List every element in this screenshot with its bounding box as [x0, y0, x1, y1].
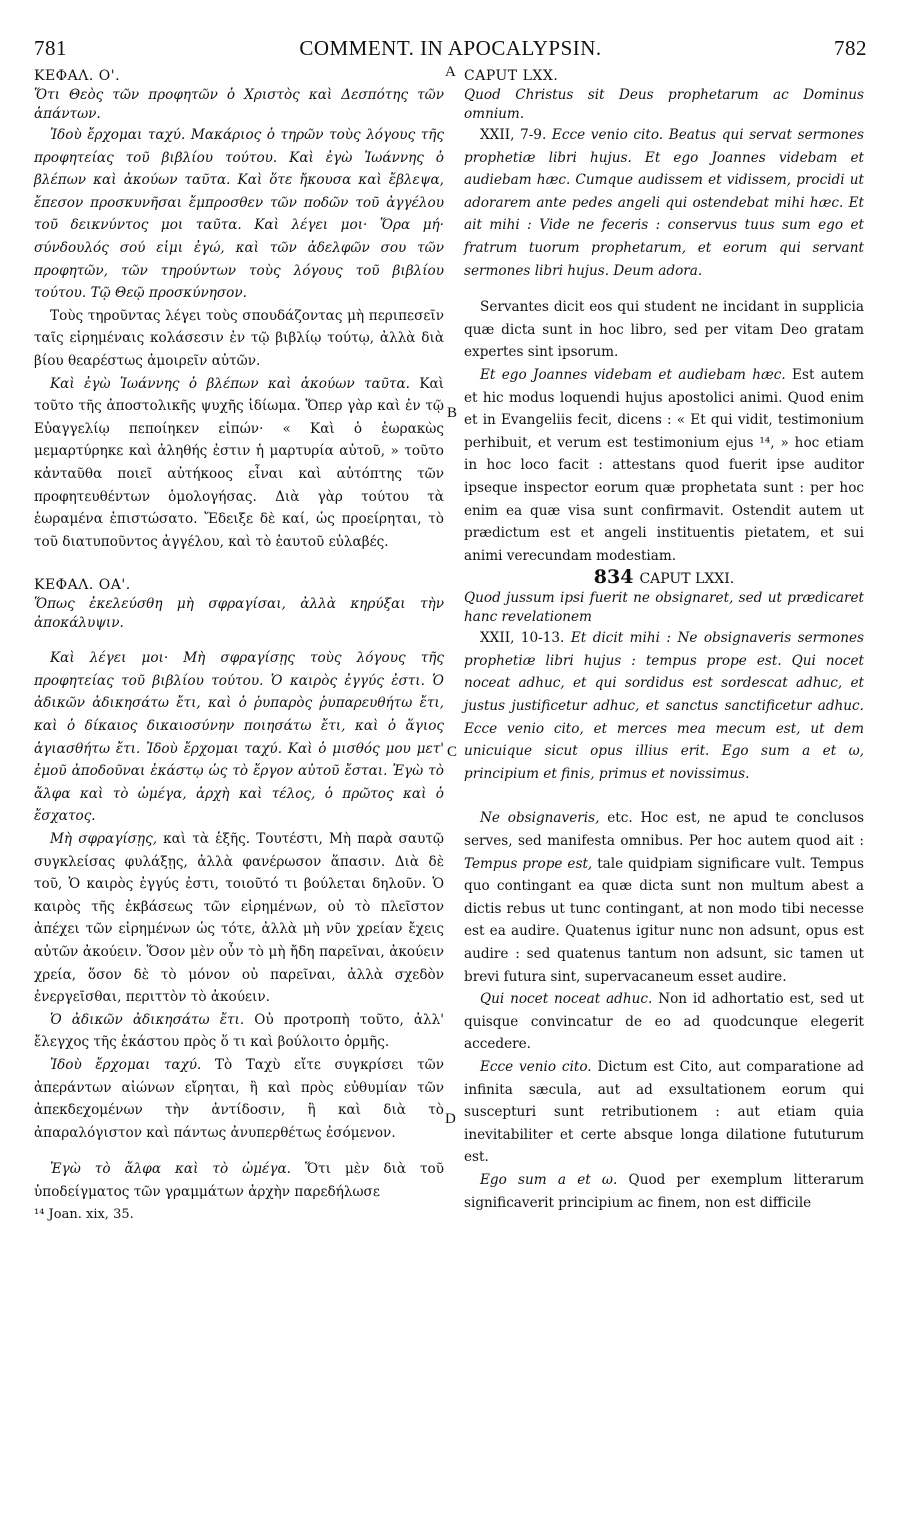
chapter-70-title-latin: Quod Christus sit Deus prophetarum ac Dominus omnium. — [464, 87, 864, 122]
lemma: Et ego Joannes videbam et audiebam hæc. — [480, 366, 786, 383]
commentary-greek-71-2 — [34, 1009, 444, 1054]
chapter-71-heading-latin-row — [464, 567, 864, 589]
scripture-text: Et dicit mihi : Ne obsignaveris sermones prophetiæ libri hujus : tempus prope est. Qui nocet noceat adhuc, et qui sordidus est sordescat adhuc, et justus justificetur adhuc, et sanctus sanctificetur adhuc. Ecce venio cito, et merces mea mecum est, ut dem unicuique sicut opus illius erit. Ego sum a et ω, principium et finis, primus et novissimus. — [464, 630, 864, 782]
lemma: Qui nocet noceat adhuc. — [480, 991, 653, 1008]
commentary-text: Non id adhortatio est, sed ut quisque convincatur de eo ad quodcunque elegerit accedere. — [464, 991, 864, 1053]
commentary-text: Οὐ προτροπὴ τοῦτο, ἀλλ' ἔλεγχος τῆς ἑκάστου πρὸς ὅ τι καὶ βούλοιτο ὁρμῆς. — [34, 1011, 445, 1051]
commentary-text: Est autem et hic modus loquendi hujus apostolici animi. Quod enim et in Evangeliis fecit, dicens : « Et qui vidit, testimonium perhibuit, et verum est testimonium ejus ¹⁴, » hoc etiam in hoc loco facit : attestans quod fuerit ipse auditor ipseque inspector eorum quæ prophetata sunt : per hoc enim ea quæ visa sunt confirmavit. Ostendit autem ut prædictum est et angeli instituentis pietatem, et sui animi verecundam modestiam. — [464, 366, 864, 564]
lemma: Μὴ σφραγίσῃς, — [50, 831, 158, 848]
commentary-latin-70-1: Servantes dicit eos qui student ne incidant in supplicia quæ dicta sunt in hoc libro, sed per vitam Deo gratam expertes sint ipsorum. — [464, 299, 864, 361]
commentary-text: Τὸ Ταχὺ εἴτε συγκρίσει τῶν ἀπεράντων αἰώνων εἴρηται, ἢ καὶ πρὸς εὐθυμίαν τῶν ἀπεκδεχομένων τὴν ἀντίδοσιν, ἢ καὶ διὰ τὸ ἀπαραλόγιστον καὶ πάντως ἀνυπερθέτως ἐσόμενον. — [34, 1056, 445, 1141]
commentary-greek-71-3 — [34, 1054, 444, 1144]
verse-reference: XXII, 7-9. — [480, 127, 547, 143]
footnote: ¹⁴ Joan. xix, 35. — [34, 1206, 134, 1222]
commentary-text: etc. Hoc est, ne apud te conclusos serves, sed manifesta omnibus. Per hoc autem quod ait : — [464, 810, 864, 850]
margin-letter-b: B — [447, 405, 458, 421]
commentary-greek-71-1 — [34, 828, 444, 1009]
margin-letter-c: C — [447, 744, 458, 760]
commentary-latin-71-3 — [464, 1056, 864, 1169]
scripture-text: Ecce venio cito. Beatus qui servat sermones prophetiæ libri hujus. Et ego Joannes videbam et audiebam hæc. Cumque audissem et vidissem, procidi ut adorarem ante pedes angeli qui ostendebat mihi hæc. Et ait mihi : Vide ne feceris : conservus tuus sum ego et fratrum tuorum prophetarum, et eorum qui servant sermones libri hujus. Deum adora. — [464, 127, 864, 279]
chapter-71-heading-latin: CAPUT LXXI. — [639, 571, 735, 588]
verse-reference: XXII, 10-13. — [480, 630, 565, 647]
lemma: Ὁ ἀδικῶν ἀδικησάτω ἔτι. — [50, 1011, 245, 1028]
chapter-70-title-greek: Ὅτι Θεὸς τῶν προφητῶν ὁ Χριστὸς καὶ Δεσπότης τῶν ἁπάντων. — [34, 87, 444, 122]
commentary-text: Quod per exemplum litterarum significaverit principium ac finem, non est difficile — [464, 1171, 864, 1211]
lemma: Ἰδοὺ ἔρχομαι ταχύ. — [50, 1056, 202, 1073]
commentary-text: Καὶ τοῦτο τῆς ἀποστολικῆς ψυχῆς ἰδίωμα. Ὅπερ γὰρ καὶ ἐν τῷ Εὐαγγελίῳ πεποίηκεν εἰπών· « Καὶ ὁ ἑωρακὼς μεμαρτύρηκε καὶ ἀληθής ἐστιν ἡ μαρτυρία αὐτοῦ, » τοῦτο κἀνταῦθα ποιεῖ αὐτήκοος εἶναι καὶ αὐτόπτης τῶν προφητευθέντων ὁμολογήσας. Διὰ γὰρ τούτου τὰ ἑωραμένα ἐπιστώσατο. Ἔδειξε δὲ καί, ὡς προείρηται, τὸ τοῦ διατυποῦντος ἀγγέλου, καὶ τὸ ἑαυτοῦ εὐλαβές. — [34, 375, 444, 550]
chapter-70-heading-latin: CAPUT LXX. — [464, 68, 559, 84]
scripture-text-latin-71 — [464, 627, 864, 785]
margin-letter-d: D — [445, 1111, 456, 1127]
latin-column — [464, 66, 864, 1214]
commentary-text: Dictum est Cito, aut comparatione ad infinita sæcula, aut ad exsultationem eorum qui suscepturi sunt retributionem : aut etiam quia inevitabiliter et certe absque longa dilatione fututurum est. — [464, 1058, 864, 1166]
scripture-text-latin-70 — [464, 124, 864, 282]
chapter-71-title-latin: Quod jussum ipsi fuerit ne obsignaret, sed ut prædicaret hanc revelationem — [464, 590, 864, 626]
scripture-text-greek-70: Ἰδοὺ ἔρχομαι ταχύ. Μακάριος ὁ τηρῶν τοὺς λόγους τῆς προφητείας τοῦ βιβλίου τούτου. Καὶ ἐγὼ Ἰωάννης ὁ βλέπων καὶ ἀκούων ταῦτα. Καὶ ὅτε ἤκουσα καὶ ἔβλεψα, ἔπεσον προσκυνῆσαι ἔμπροσθεν τῶν ποδῶν τοῦ ἀγγέλου τοῦ δεικνύντος μοι ταῦτα. Καὶ λέγει μοι· Ὅρα μή· σύνδουλός σού εἰμι ἐγώ, καὶ τῶν ἀδελφῶν σου τῶν προφητῶν, τῶν τηρούντων τοὺς λόγους τοῦ βιβλίου τούτου. Τῷ Θεῷ προσκύνησον. — [34, 127, 444, 302]
commentary-greek-70-1: Τοὺς τηροῦντας λέγει τοὺς σπουδάζοντας μὴ περιπεσεῖν ταῖς εἰρημέναις κολάσεσιν ἐν τῷ βιβλίῳ τούτῳ, ἀλλὰ διὰ βίου θεαρέστως ἀμοιρεῖν αὐτῶν. — [34, 307, 444, 369]
commentary-text: Ὅτι μὲν διὰ τοῦ ὑποδείγματος τῶν γραμμάτων ἀρχὴν παρεδήλωσε — [34, 1161, 444, 1200]
lemma: Ne obsignaveris, — [480, 810, 600, 827]
commentary-greek-70-2 — [34, 373, 444, 554]
lemma: Tempus prope est, — [464, 855, 593, 872]
chapter-71-title-greek: Ὅπως ἐκελεύσθη μὴ σφραγίσαι, ἀλλὰ κηρύξαι τὴν ἀποκάλυψιν. — [34, 596, 444, 632]
edition-page-number: 834 — [593, 566, 634, 589]
commentary-latin-71-2 — [464, 988, 864, 1056]
lemma: Ecce venio cito. — [480, 1058, 592, 1075]
chapter-70-heading-greek: ΚΕΦΑΛ. Ο'. — [34, 68, 121, 84]
lemma: Καὶ ἐγὼ Ἰωάννης ὁ βλέπων καὶ ἀκούων ταῦτα. — [50, 375, 410, 392]
margin-letter-a: A — [445, 64, 456, 80]
commentary-latin-70-2 — [464, 364, 864, 567]
greek-column — [34, 66, 444, 1226]
commentary-text: tale quidpiam significare vult. Tempus quo contingant ea quæ dicta sunt non multum abest a dictis rebus ut tunc contingant, at non modo tibi necesse est ea audire. Quatenus igitur nunc non adsunt, opus est audire : sed quatenus tantum non adsunt, sic tamen ut brevi futura sint, supervacaneum esset audire. — [464, 855, 864, 985]
commentary-latin-71-1 — [464, 807, 864, 988]
commentary-text: καὶ τὰ ἑξῆς. Τουτέστι, Μὴ παρὰ σαυτῷ συγκλείσας φυλάξῃς, ἀλλὰ φανέρωσον ἅπασιν. Διὰ δὲ τοῦ, Ὁ καιρὸς ἐγγύς ἐστι, τοιοῦτό τι βούλεται δηλοῦν. Ὁ καιρὸς τῆς ἐκβάσεως τῶν εἰρημένων, οὐ τὸ πλεῖστον ἀπέχει τῶν εἰρημένων ὡς τότε, ἀλλὰ μὴ νῦν χρείαν ἔχεις αὐτῶν ἀκούειν. Ὅσον μὲν οὖν τὸ μὴ ἤδη παρεῖναι, ἀκούειν χρεία, ὅσον δὲ τὸ μόνον οὐ παρεῖναι, ἀλλὰ σχεδὸν ἐνεργεῖσθαι, περιττὸν τὸ ἀκούειν. — [34, 831, 444, 1006]
running-head — [34, 36, 867, 62]
scripture-text-greek-71: Καὶ λέγει μοι· Μὴ σφραγίσῃς τοὺς λόγους τῆς προφητείας τοῦ βιβλίου τούτου. Ὁ καιρὸς ἐγγύς ἐστι. Ὁ ἀδικῶν ἀδικησάτω ἔτι, καὶ ὁ ῥυπαρὸς ῥυπαρευθήτω ἔτι, καὶ ὁ δίκαιος δικαιοσύνην ποιησάτω ἔτι, καὶ ὁ ἅγιος ἁγιασθήτω ἔτι. Ἰδοὺ ἔρχομαι ταχύ. Καὶ ὁ μισθός μου μετ' ἐμοῦ ἀποδοῦναι ἑκάστῳ ὡς τὸ ἔργον αὐτοῦ ἔσται. Ἐγὼ τὸ ἄλφα καὶ τὸ ὠμέγα, ἀρχὴ καὶ τέλος, ὁ πρῶτος καὶ ὁ ἔσχατος. — [34, 650, 444, 825]
chapter-71-heading-greek: ΚΕΦΑΛ. ΟΑ'. — [34, 577, 131, 594]
page-number-left: 781 — [34, 36, 67, 60]
lemma: Ego sum a et ω. — [480, 1171, 618, 1188]
running-title: COMMENT. IN APOCALYPSIN. — [299, 36, 602, 60]
lemma: Ἐγὼ τὸ ἄλφα καὶ τὸ ὠμέγα. — [50, 1161, 291, 1178]
commentary-greek-71-4 — [34, 1158, 444, 1203]
commentary-latin-71-4 — [464, 1169, 864, 1214]
page-number-right: 782 — [834, 36, 867, 60]
